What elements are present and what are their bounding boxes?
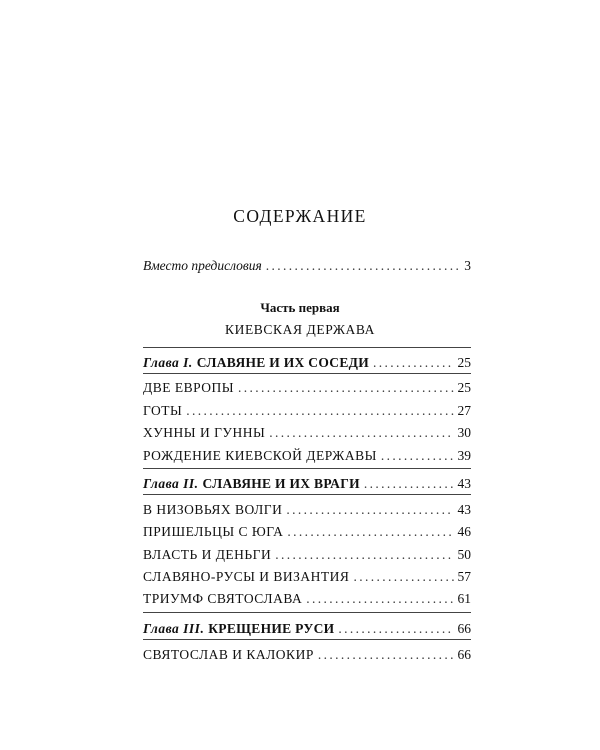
dot-leader xyxy=(306,591,453,607)
entry-label: Вместо предисловия xyxy=(143,258,262,273)
toc-entry-section[interactable] xyxy=(143,448,471,466)
chapter-prefix: Глава I. xyxy=(143,355,193,370)
toc-entry-section[interactable] xyxy=(143,547,471,565)
page-number: 25 xyxy=(457,355,471,370)
dot-leader xyxy=(238,380,453,396)
divider-rule xyxy=(143,468,471,469)
page-number: 25 xyxy=(457,380,471,395)
dot-leader xyxy=(353,569,453,585)
entry-label xyxy=(143,355,369,371)
dot-leader xyxy=(318,647,454,663)
dot-leader xyxy=(364,476,454,492)
page-number: 57 xyxy=(457,569,471,584)
page-number: 66 xyxy=(457,647,471,662)
divider-rule xyxy=(143,373,471,374)
chapter-title: СЛАВЯНЕ И ИХ ВРАГИ xyxy=(202,476,360,491)
chapter-title: СЛАВЯНЕ И ИХ СОСЕДИ xyxy=(196,355,370,370)
dot-leader xyxy=(381,448,454,464)
page-number: 39 xyxy=(457,448,471,463)
divider-rule xyxy=(143,612,471,613)
page-number: 61 xyxy=(457,591,471,606)
entry-label: ХУННЫ И ГУННЫ xyxy=(143,425,266,440)
toc-entry-chapter-1[interactable] xyxy=(143,355,471,373)
chapter-prefix: Глава III. xyxy=(143,621,205,636)
toc-entry-section[interactable] xyxy=(143,425,471,443)
entry-label: ПРИШЕЛЬЦЫ С ЮГА xyxy=(143,524,284,539)
part-name: КИЕВСКАЯ ДЕРЖАВА xyxy=(225,322,375,337)
toc-heading: СОДЕРЖАНИЕ xyxy=(233,206,367,226)
page-number: 43 xyxy=(457,502,471,517)
divider-rule xyxy=(143,494,471,495)
entry-label: ТРИУМФ СВЯТОСЛАВА xyxy=(143,591,303,606)
dot-leader xyxy=(275,547,453,563)
dot-leader xyxy=(266,258,460,274)
entry-label: ВЛАСТЬ И ДЕНЬГИ xyxy=(143,547,272,562)
dot-leader xyxy=(186,403,453,419)
entry-label: СЛАВЯНО-РУСЫ И ВИЗАНТИЯ xyxy=(143,569,350,584)
toc-entry-section[interactable] xyxy=(143,380,471,398)
page-number: 27 xyxy=(457,403,471,418)
dot-leader xyxy=(269,425,453,441)
dot-leader xyxy=(286,502,453,518)
chapter-prefix: Глава II. xyxy=(143,476,199,491)
page-number: 50 xyxy=(457,547,471,562)
entry-label: РОЖДЕНИЕ КИЕВСКОЙ ДЕРЖАВЫ xyxy=(143,448,377,463)
entry-label: ДВЕ ЕВРОПЫ xyxy=(143,380,235,395)
chapter-title: КРЕЩЕНИЕ РУСИ xyxy=(208,621,335,636)
divider-rule xyxy=(143,639,471,640)
toc-entry-section[interactable] xyxy=(143,569,471,587)
page-number: 46 xyxy=(457,524,471,539)
toc-entry-section[interactable] xyxy=(143,403,471,421)
toc-entry-chapter-2[interactable] xyxy=(143,476,471,494)
entry-label: В НИЗОВЬЯХ ВОЛГИ xyxy=(143,502,283,517)
entry-label xyxy=(143,621,334,637)
entry-label: ГОТЫ xyxy=(143,403,183,418)
toc-entry-section[interactable] xyxy=(143,647,471,665)
toc-entry-section[interactable] xyxy=(143,502,471,520)
toc-entry-preface[interactable] xyxy=(143,258,471,276)
page-number: 43 xyxy=(457,476,471,491)
dot-leader xyxy=(287,524,453,540)
page-number: 66 xyxy=(457,621,471,636)
toc-entry-section[interactable] xyxy=(143,524,471,542)
divider-rule xyxy=(143,347,471,348)
dot-leader xyxy=(373,355,453,371)
page-number: 3 xyxy=(464,258,471,273)
toc-entry-chapter-3[interactable] xyxy=(143,621,471,639)
toc-entry-section[interactable] xyxy=(143,591,471,609)
page-number: 30 xyxy=(457,425,471,440)
dot-leader xyxy=(338,621,453,637)
entry-label: СВЯТОСЛАВ И КАЛОКИР xyxy=(143,647,314,662)
part-title: Часть первая xyxy=(260,300,340,315)
entry-label xyxy=(143,476,360,492)
